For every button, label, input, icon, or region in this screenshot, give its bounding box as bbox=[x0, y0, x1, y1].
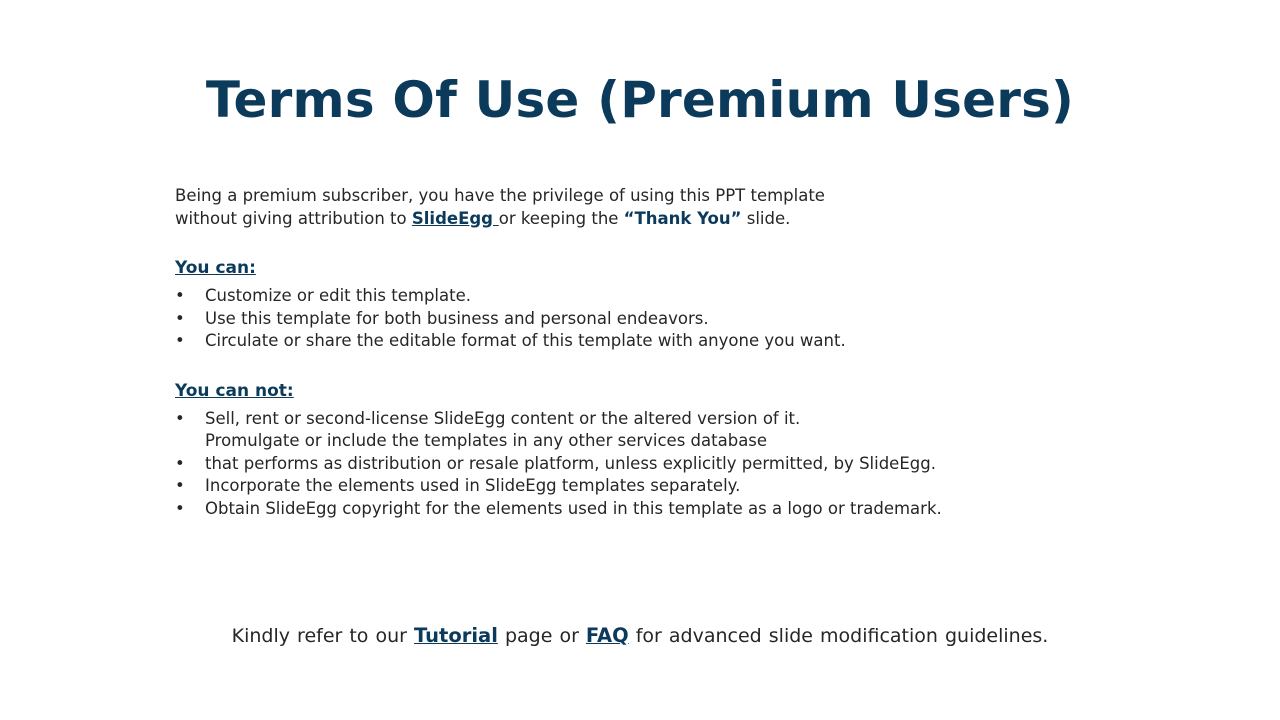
list-item-text: Promulgate or include the templates in any other services database bbox=[205, 431, 768, 450]
footer-text-before: Kindly refer to our bbox=[231, 625, 414, 647]
bullet-icon: • bbox=[175, 408, 185, 428]
list-item-continuation bbox=[175, 430, 1105, 453]
intro-line-2 bbox=[175, 208, 1105, 231]
footer-note bbox=[0, 622, 1280, 650]
you-can-heading: You can: bbox=[175, 258, 256, 278]
list-item bbox=[175, 330, 1105, 353]
footer-text-middle: page or bbox=[497, 625, 586, 647]
list-item-text: Obtain SlideEgg copyright for the elements used in this template as a logo or trademark. bbox=[205, 498, 942, 518]
faq-link[interactable]: FAQ bbox=[585, 624, 629, 647]
list-item-text: Customize or edit this template. bbox=[205, 286, 471, 305]
intro-text-before-link: without giving attribution to bbox=[175, 208, 412, 228]
you-can-not-heading: You can not: bbox=[175, 380, 294, 401]
list-item-text: Incorporate the elements used in SlideEgg templates separately. bbox=[205, 476, 741, 495]
bullet-icon: • bbox=[175, 498, 185, 518]
you-can-not-list bbox=[175, 408, 1105, 521]
list-item-text: Sell, rent or second-license SlideEgg content or the altered version of it. bbox=[205, 408, 801, 428]
bullet-icon: • bbox=[175, 286, 185, 305]
intro-paragraph bbox=[175, 185, 1105, 230]
you-can-list bbox=[175, 285, 1105, 353]
list-item-text: that performs as distribution or resale platform, unless explicitly permitted, by SlideEgg. bbox=[205, 453, 936, 473]
list-item bbox=[175, 308, 1105, 331]
tutorial-link[interactable]: Tutorial bbox=[414, 624, 498, 647]
bullet-icon: • bbox=[175, 453, 185, 473]
list-item bbox=[175, 475, 1105, 498]
terms-content bbox=[175, 185, 1105, 520]
footer-text-after: for advanced slide modification guidelines. bbox=[628, 625, 1049, 647]
list-item bbox=[175, 498, 1105, 521]
list-item bbox=[175, 285, 1105, 308]
bullet-icon: • bbox=[175, 308, 185, 328]
slideegg-link[interactable]: SlideEgg bbox=[411, 208, 499, 228]
intro-text-middle: or keeping the bbox=[498, 208, 624, 228]
thank-you-emphasis: “Thank You” bbox=[623, 208, 742, 228]
intro-text-after: slide. bbox=[741, 208, 791, 228]
list-item-text: Use this template for both business and personal endeavors. bbox=[205, 308, 709, 328]
list-item bbox=[175, 408, 1105, 431]
bullet-icon: • bbox=[175, 476, 185, 495]
list-item bbox=[175, 453, 1105, 476]
bullet-icon: • bbox=[175, 331, 185, 350]
intro-line-1: Being a premium subscriber, you have the privilege of using this PPT template bbox=[175, 186, 825, 205]
page-title: Terms Of Use (Premium Users) bbox=[205, 71, 1075, 129]
list-item-text: Circulate or share the editable format of this template with anyone you want. bbox=[205, 331, 846, 350]
